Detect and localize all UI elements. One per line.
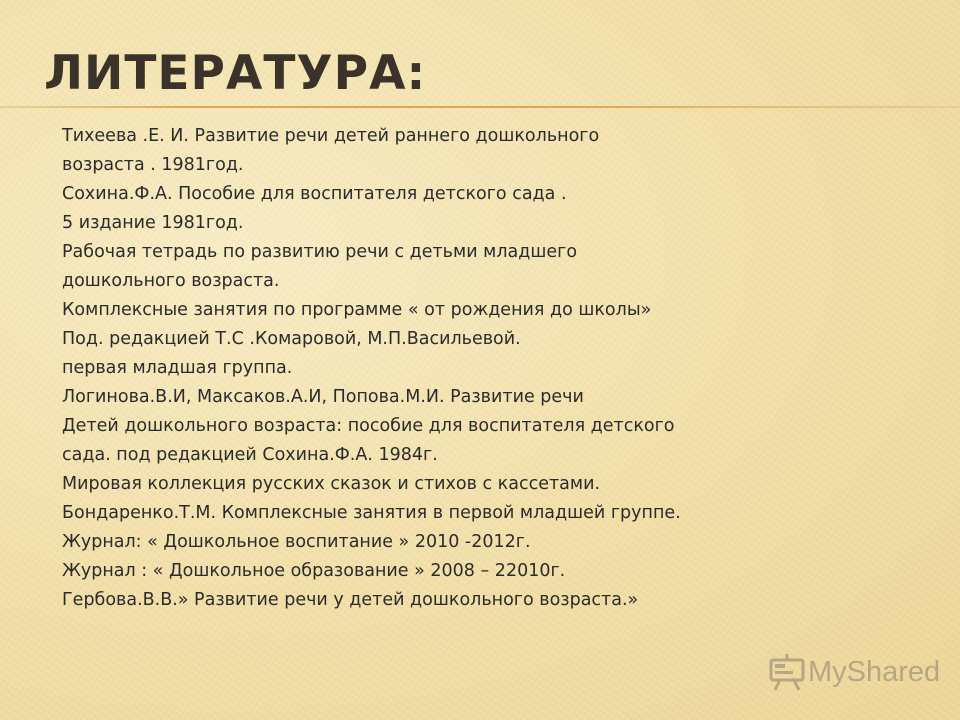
list-line: Тихеева .Е. И. Развитие речи детей раннего дошкольного: [62, 126, 600, 146]
list-line: Журнал : « Дошкольное образование » 2008 – 22010г.: [62, 561, 566, 581]
title-divider: [0, 106, 960, 108]
list-line: Под. редакцией Т.С .Комаровой, М.П.Васильевой.: [62, 329, 521, 349]
list-line: Детей дошкольного возраста: пособие для воспитателя детского: [62, 416, 675, 436]
list-line: Сохина.Ф.А. Пособие для воспитателя детского сада .: [62, 184, 567, 204]
list-line: 5 издание 1981год.: [62, 213, 244, 233]
watermark-text: MyShared: [808, 656, 941, 688]
literature-list: [62, 122, 681, 615]
watermark: [766, 650, 941, 694]
list-line: сада. под редакцией Сохина.Ф.А. 1984г.: [62, 445, 438, 465]
slide-title: ЛИТЕРАТУРА:: [44, 46, 427, 101]
list-line: первая младшая группа.: [62, 358, 293, 378]
presentation-board-icon: [766, 652, 808, 692]
list-line: Гербова.В.В.» Развитие речи у детей дошкольного возраста.»: [62, 590, 639, 610]
list-line: Журнал: « Дошкольное воспитание » 2010 -2012г.: [62, 532, 531, 552]
list-line: Логинова.В.И, Максаков.А.И, Попова.М.И. Развитие речи: [62, 387, 584, 407]
list-line: Комплексные занятия по программе « от рождения до школы»: [62, 300, 652, 320]
list-line: возраста . 1981год.: [62, 155, 244, 175]
list-line: Бондаренко.Т.М. Комплексные занятия в первой младшей группе.: [62, 503, 681, 523]
list-line: Рабочая тетрадь по развитию речи с детьми младшего: [62, 242, 578, 262]
list-line: Мировая коллекция русских сказок и стихов с кассетами.: [62, 474, 601, 494]
list-line: дошкольного возраста.: [62, 271, 280, 291]
